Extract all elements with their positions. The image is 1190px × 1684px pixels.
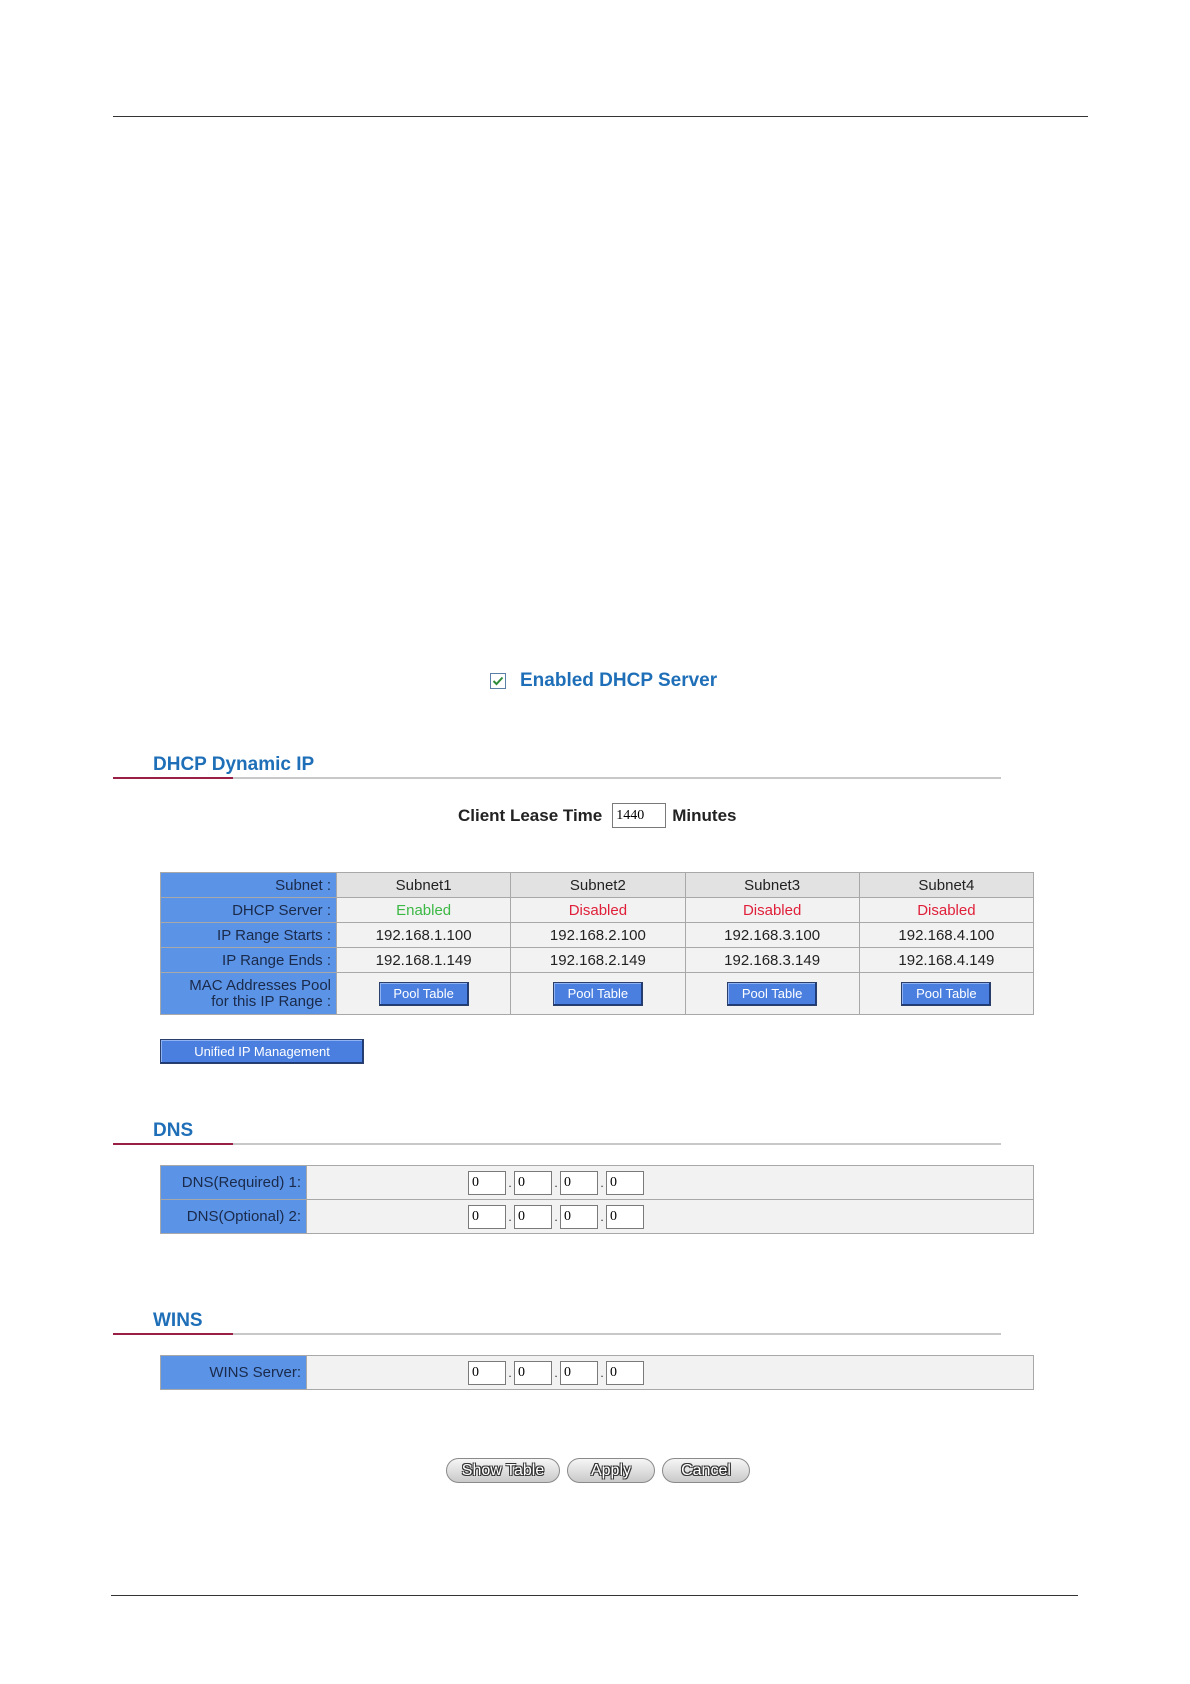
dns-table: [160, 1165, 1034, 1234]
dns-title: DNS: [153, 1120, 194, 1141]
dns1-octet-1[interactable]: [468, 1171, 506, 1195]
dns1-label: DNS(Required) 1:: [161, 1166, 307, 1200]
dns1-octet-4[interactable]: [606, 1171, 644, 1195]
table-row: [161, 1166, 1034, 1200]
unified-ip-management-button[interactable]: Unified IP Management: [160, 1039, 364, 1064]
wins-ip-input: 0 . 0 . 0 . 0: [468, 1361, 644, 1385]
range-end: 192.168.1.149: [337, 948, 511, 973]
pool-table-button-subnet3[interactable]: Pool Table: [727, 982, 817, 1006]
dhcp-status: Disabled: [685, 898, 859, 923]
dns2-octet-3[interactable]: [560, 1205, 598, 1229]
mac-pool-label-line2: for this IP Range :: [211, 992, 331, 1010]
dns2-label: DNS(Optional) 2:: [161, 1200, 307, 1234]
enable-dhcp-checkbox[interactable]: [490, 673, 506, 689]
range-end: 192.168.2.149: [511, 948, 685, 973]
wins-table: [160, 1355, 1034, 1390]
enable-dhcp-label: Enabled DHCP Server: [520, 670, 718, 691]
wins-octet-1[interactable]: [468, 1361, 506, 1385]
range-end: 192.168.3.149: [685, 948, 859, 973]
mac-pool-label-line1: MAC Addresses Pool: [189, 976, 331, 994]
table-row: [161, 873, 1034, 898]
row-label-range-end: IP Range Ends :: [161, 948, 337, 973]
row-label-dhcp-server: DHCP Server :: [161, 898, 337, 923]
table-row: [161, 1356, 1034, 1390]
lease-unit: Minutes: [672, 805, 737, 825]
range-start: 192.168.1.100: [337, 923, 511, 948]
enable-dhcp-server[interactable]: [490, 670, 717, 692]
lease-time-input[interactable]: [612, 803, 666, 828]
table-row: [161, 1200, 1034, 1234]
table-row: [161, 898, 1034, 923]
dns1-octet-2[interactable]: [514, 1171, 552, 1195]
dns1-ip-input: 0 . 0 . 0 . 0: [468, 1171, 644, 1195]
range-start: 192.168.2.100: [511, 923, 685, 948]
table-row: [161, 923, 1034, 948]
dns2-octet-4[interactable]: [606, 1205, 644, 1229]
pool-table-button-subnet2[interactable]: Pool Table: [553, 982, 643, 1006]
wins-octet-3[interactable]: [560, 1361, 598, 1385]
client-lease-time: [458, 803, 736, 828]
dhcp-status: Disabled: [859, 898, 1033, 923]
range-start: 192.168.3.100: [685, 923, 859, 948]
wins-title: WINS: [153, 1310, 203, 1331]
pool-table-button-subnet1[interactable]: Pool Table: [379, 982, 469, 1006]
table-row: [161, 973, 1034, 1015]
table-row: [161, 948, 1034, 973]
range-start: 192.168.4.100: [859, 923, 1033, 948]
dns2-octet-2[interactable]: [514, 1205, 552, 1229]
pool-table-button-subnet4[interactable]: Pool Table: [901, 982, 991, 1006]
row-label-range-start: IP Range Starts :: [161, 923, 337, 948]
wins-divider: [113, 1333, 1001, 1335]
dhcp-status: Enabled: [337, 898, 511, 923]
page-bottom-rule: [111, 1595, 1078, 1596]
wins-label: WINS Server:: [161, 1356, 307, 1390]
dns-divider: [113, 1143, 1001, 1145]
check-icon: [492, 675, 504, 687]
subnet-header: Subnet2: [511, 873, 685, 898]
wins-octet-4[interactable]: [606, 1361, 644, 1385]
row-label-subnet: Subnet :: [161, 873, 337, 898]
dynamic-ip-divider: [113, 777, 1001, 779]
row-label-mac-pool: [161, 973, 337, 1015]
subnet-header: Subnet1: [337, 873, 511, 898]
lease-label: Client Lease Time: [458, 805, 603, 825]
subnet-table: [160, 872, 1034, 1015]
range-end: 192.168.4.149: [859, 948, 1033, 973]
dynamic-ip-title: DHCP Dynamic IP: [153, 754, 315, 775]
wins-octet-2[interactable]: [514, 1361, 552, 1385]
subnet-header: Subnet4: [859, 873, 1033, 898]
action-buttons: [446, 1458, 750, 1483]
dns1-octet-3[interactable]: [560, 1171, 598, 1195]
dhcp-status: Disabled: [511, 898, 685, 923]
show-table-button[interactable]: Show Table: [446, 1458, 560, 1483]
dns2-ip-input: 0 . 0 . 0 . 0: [468, 1205, 644, 1229]
cancel-button[interactable]: Cancel: [662, 1458, 750, 1483]
dns2-octet-1[interactable]: [468, 1205, 506, 1229]
page-top-rule: [113, 116, 1088, 117]
apply-button[interactable]: Apply: [567, 1458, 655, 1483]
subnet-header: Subnet3: [685, 873, 859, 898]
